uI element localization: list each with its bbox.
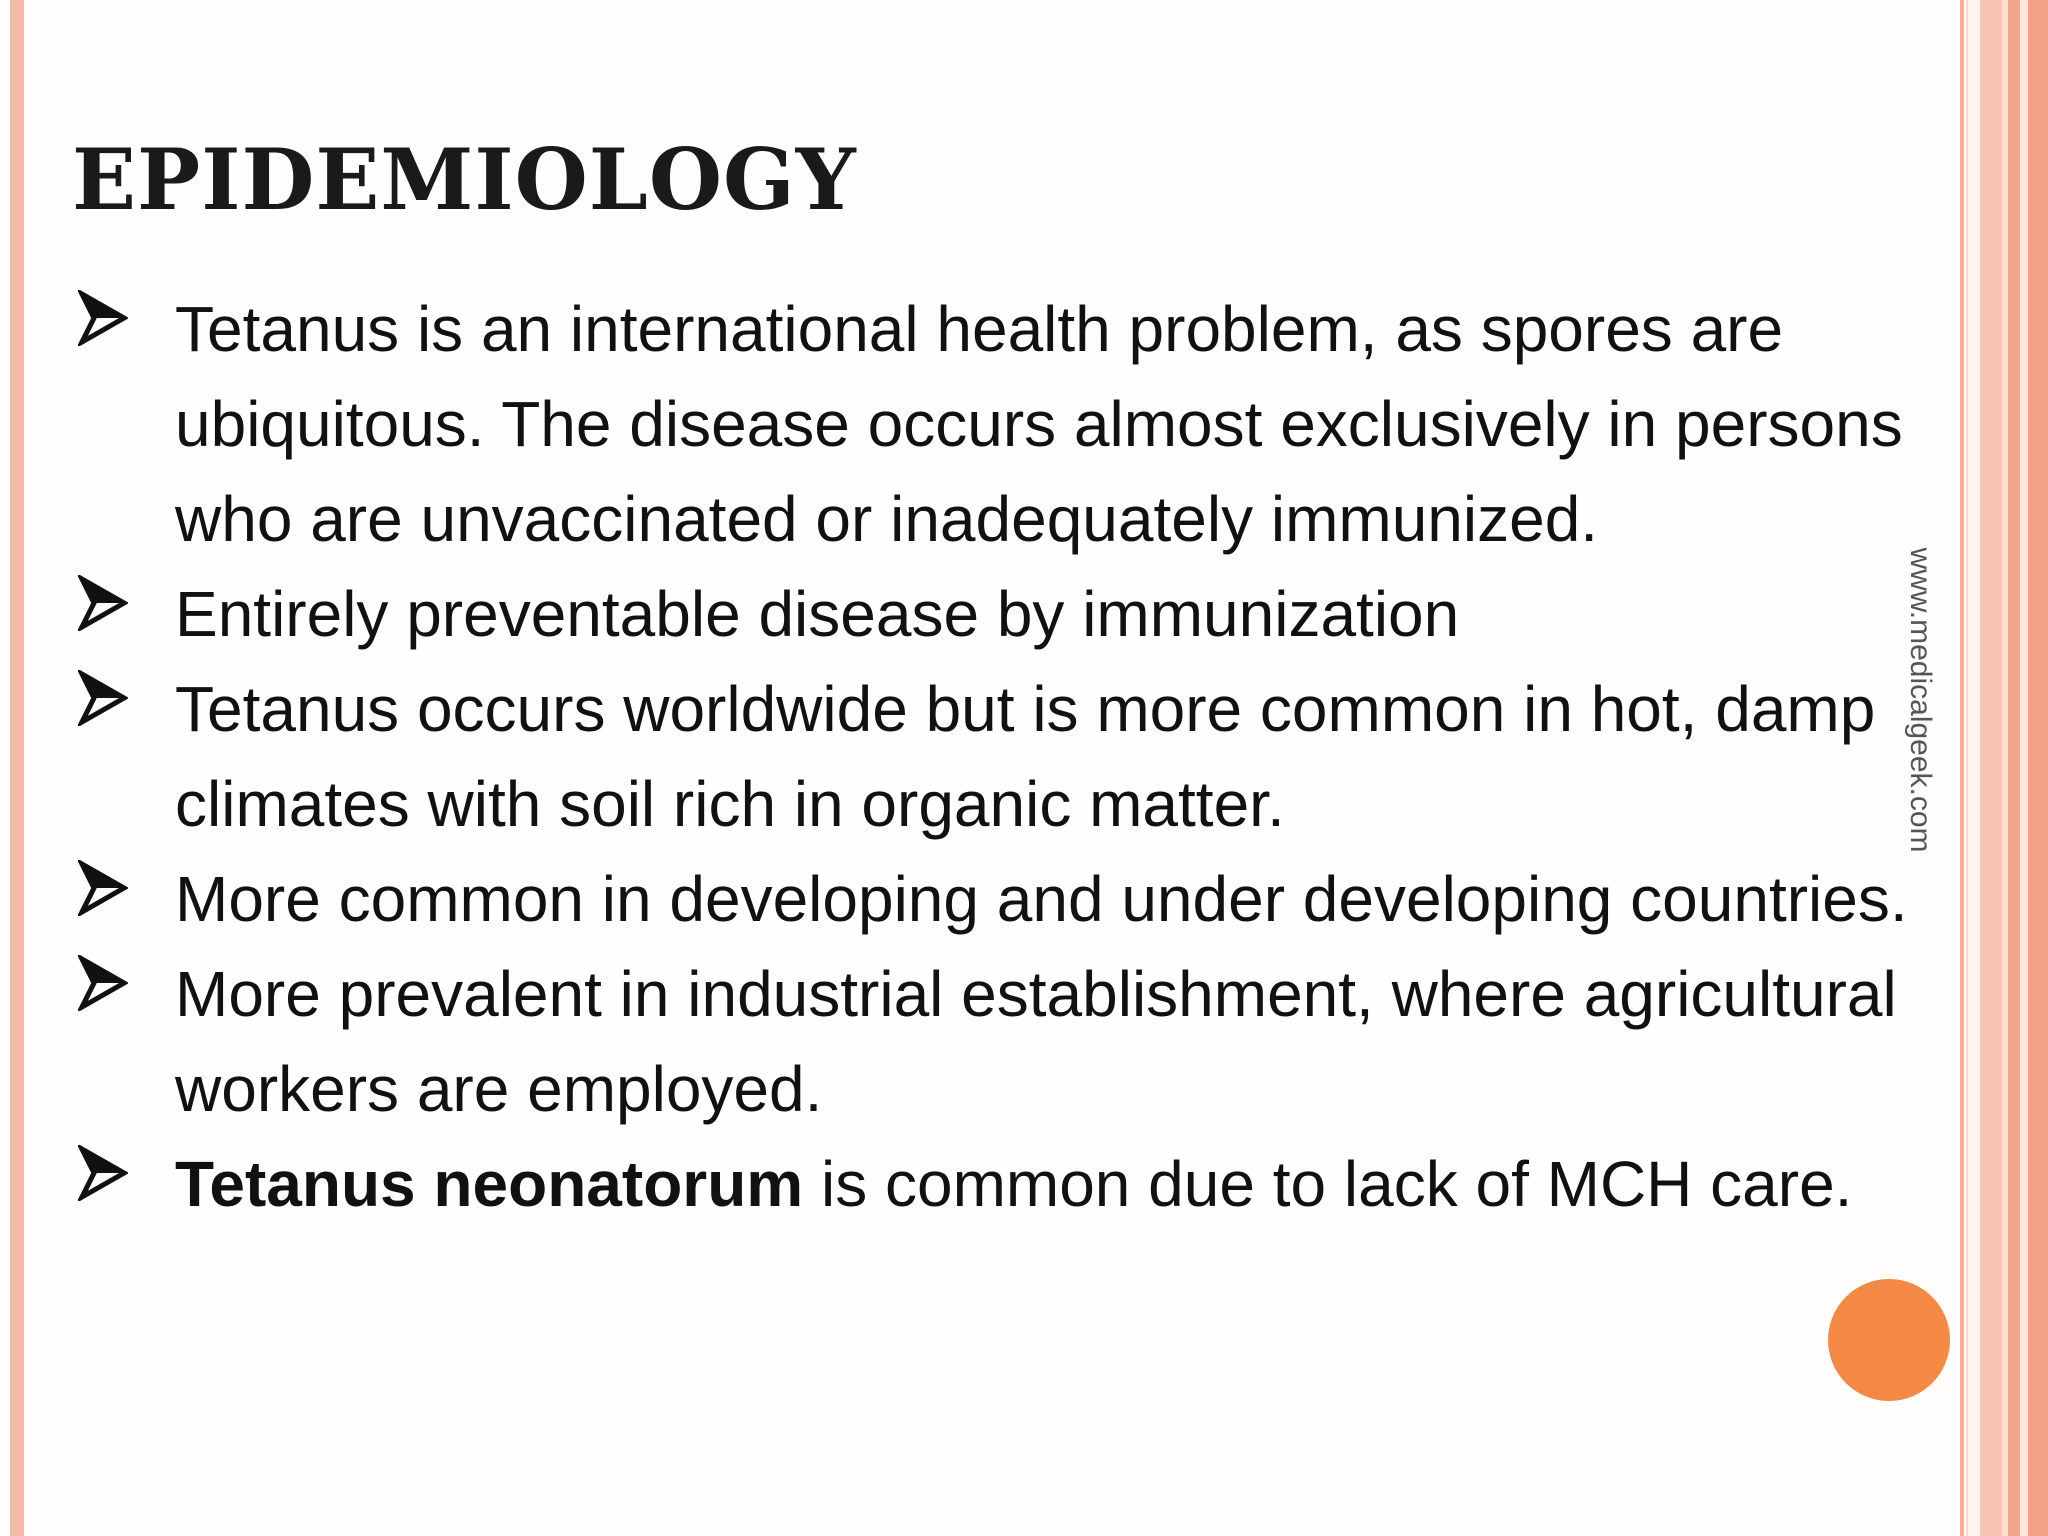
arrow-bullet-icon — [78, 860, 128, 916]
right-decorative-stripe — [1960, 0, 1964, 1536]
bullet-text — [175, 567, 1945, 662]
bullet-body-text: is common due to lack of MCH care. — [803, 1148, 1853, 1220]
bullet-bold-text: Tetanus neonatorum — [175, 1148, 804, 1220]
arrow-bullet-icon — [78, 1145, 128, 1201]
bullet-body-text: More prevalent in industrial establishment, where agricultural workers are employed. — [175, 958, 1897, 1125]
slide-title: EPIDEMIOLOGY — [72, 130, 857, 229]
bullet-item — [0, 1137, 1960, 1232]
bullet-item — [0, 852, 1960, 947]
bullet-item — [0, 282, 1960, 567]
right-decorative-stripe — [2008, 0, 2020, 1536]
bullet-text — [175, 662, 1945, 852]
bullet-body-text: Tetanus occurs worldwide but is more common in hot, damp climates with soil rich in organic matter. — [175, 673, 1876, 840]
bullet-list — [0, 282, 1960, 1232]
bullet-text — [175, 282, 1945, 567]
arrow-bullet-icon — [78, 670, 128, 726]
bullet-item — [0, 947, 1960, 1137]
bullet-text — [175, 947, 1945, 1137]
bullet-body-text: Entirely preventable disease by immunization — [175, 578, 1460, 650]
bullet-item — [0, 662, 1960, 852]
bullet-body-text: Tetanus is an international health problem, as spores are ubiquitous. The disease occurs almost exclusively in persons who are unvaccinated or inadequately immunized. — [175, 293, 1903, 555]
bullet-item — [0, 567, 1960, 662]
bullet-body-text: More common in developing and under developing countries. — [175, 863, 1908, 935]
bullet-text — [175, 1137, 1945, 1232]
right-decorative-stripe — [1980, 0, 2002, 1536]
bullet-text — [175, 852, 1945, 947]
orange-circle-decoration — [1828, 1279, 1950, 1401]
right-decorative-stripe — [2020, 0, 2028, 1536]
watermark-text: www.medicalgeek.com — [1904, 547, 1937, 853]
right-decorative-stripe — [2028, 0, 2048, 1536]
arrow-bullet-icon — [78, 575, 128, 631]
arrow-bullet-icon — [78, 955, 128, 1011]
right-decorative-stripe — [1968, 0, 1980, 1536]
arrow-bullet-icon — [78, 290, 128, 346]
